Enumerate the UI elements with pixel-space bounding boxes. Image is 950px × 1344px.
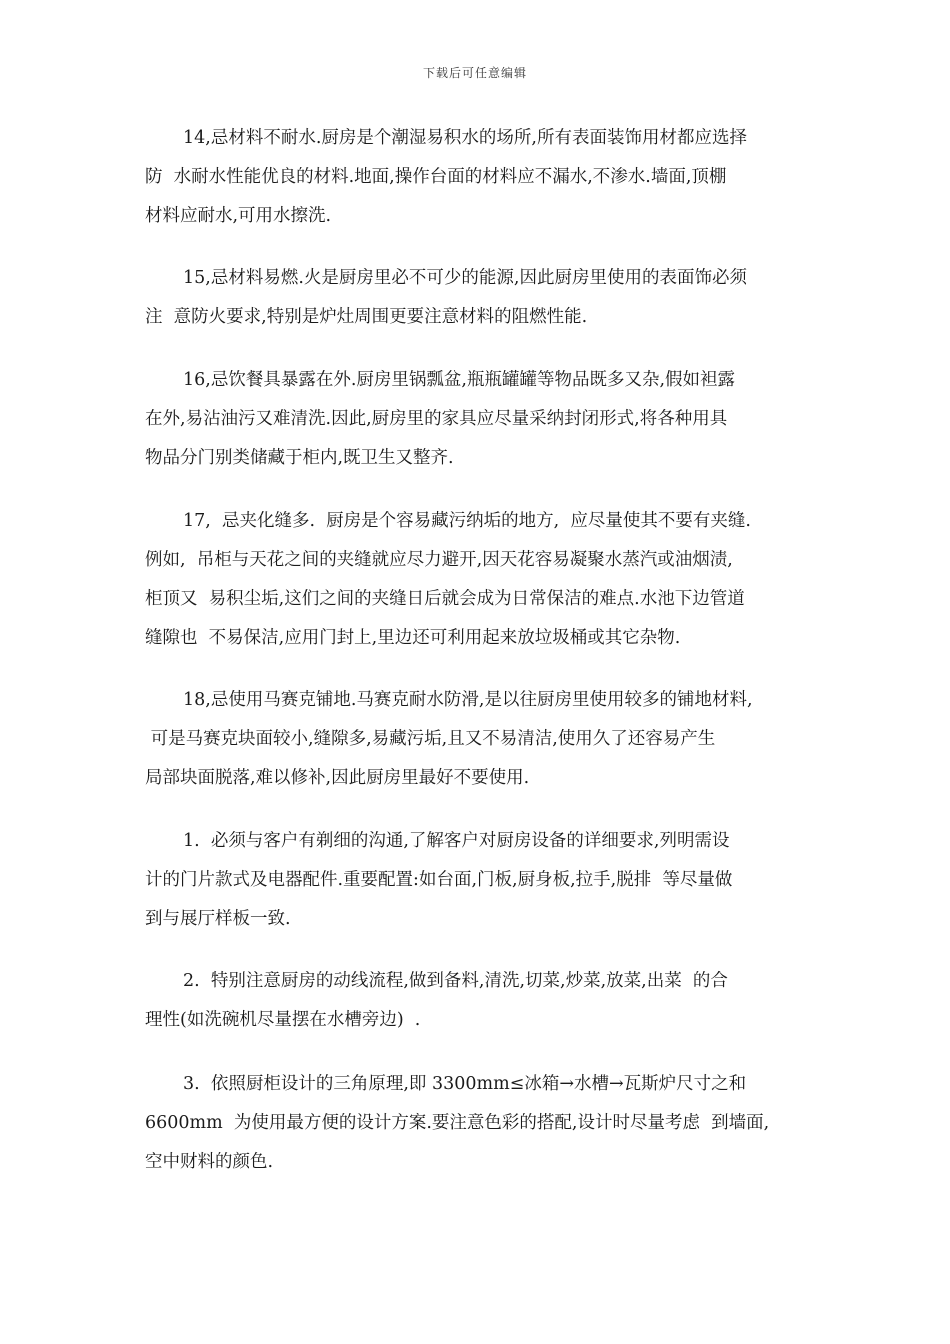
paragraph-15-line-1: 15,忌材料易燃.火是厨房里必不可少的能源,因此厨房里使用的表面饰必须 xyxy=(183,268,747,288)
paragraph-17-line-4: 缝隙也 不易保洁,应用门封上,里边还可利用起来放垃圾桶或其它杂物. xyxy=(145,628,681,648)
item-3-line-3: 空中财料的颜色. xyxy=(145,1152,274,1172)
item-2-line-1: 2. 特别注意厨房的动线流程,做到备料,清洗,切菜,炒菜,放菜,出菜 的合 xyxy=(183,971,728,991)
paragraph-18-line-1: 18,忌使用马赛克铺地.马赛克耐水防滑,是以往厨房里使用较多的铺地材料, xyxy=(183,690,753,710)
paragraph-18-line-3: 局部块面脱落,难以修补,因此厨房里最好不要使用. xyxy=(145,768,530,788)
paragraph-17-line-3: 柜顶又 易积尘垢,这们之间的夹缝日后就会成为日常保洁的难点.水池下边管道 xyxy=(145,589,745,609)
item-2-line-2: 理性(如洗碗机尽量摆在水槽旁边) . xyxy=(145,1010,421,1030)
paragraph-16-line-1: 16,忌饮餐具暴露在外.厨房里锅瓢盆,瓶瓶罐罐等物品既多又杂,假如袒露 xyxy=(183,370,736,390)
item-1-line-3: 到与展厅样板一致. xyxy=(145,909,291,929)
item-3-line-2: 6600mm 为使用最方便的设计方案.要注意色彩的搭配,设计时尽量考虑 到墙面, xyxy=(145,1113,770,1133)
paragraph-15-line-2: 注 意防火要求,特别是炉灶周围更要注意材料的阻燃性能. xyxy=(145,307,588,327)
item-1-line-1: 1. 必须与客户有剃细的沟通,了解客户对厨房设备的详细要求,列明需设 xyxy=(183,831,730,851)
paragraph-16-line-2: 在外,易沾油污又难清洗.因此,厨房里的家具应尽量采纳封闭形式,将各种用具 xyxy=(145,409,728,429)
paragraph-18-line-2: 可是马赛克块面较小,缝隙多,易藏污垢,且又不易清洁,使用久了还容易产生 xyxy=(145,729,716,749)
page-header: 下载后可任意编辑 xyxy=(422,66,527,80)
paragraph-14-line-2: 防 水耐水性能优良的材料.地面,操作台面的材料应不漏水,不渗水.墙面,顶棚 xyxy=(145,167,727,187)
paragraph-17-line-2: 例如, 吊柜与天花之间的夹缝就应尽力避开,因天花容易凝聚水蒸汽或油烟渍, xyxy=(145,550,733,570)
item-1-line-2: 计的门片款式及电器配件.重要配置:如台面,门板,厨身板,拉手,脱排 等尽量做 xyxy=(145,870,733,890)
item-3-line-1: 3. 依照厨柜设计的三角原理,即 3300mm≤冰箱→水槽→瓦斯炉尺寸之和 xyxy=(183,1074,747,1094)
paragraph-14-line-3: 材料应耐水,可用水擦洗. xyxy=(145,206,332,226)
paragraph-16-line-3: 物品分门别类储藏于柜内,既卫生又整齐. xyxy=(145,448,454,468)
paragraph-14-line-1: 14,忌材料不耐水.厨房是个潮湿易积水的场所,所有表面装饰用材都应选择 xyxy=(183,128,747,148)
paragraph-17-line-1: 17, 忌夹化缝多. 厨房是个容易藏污纳垢的地方, 应尽量使其不要有夹缝. xyxy=(183,511,751,531)
